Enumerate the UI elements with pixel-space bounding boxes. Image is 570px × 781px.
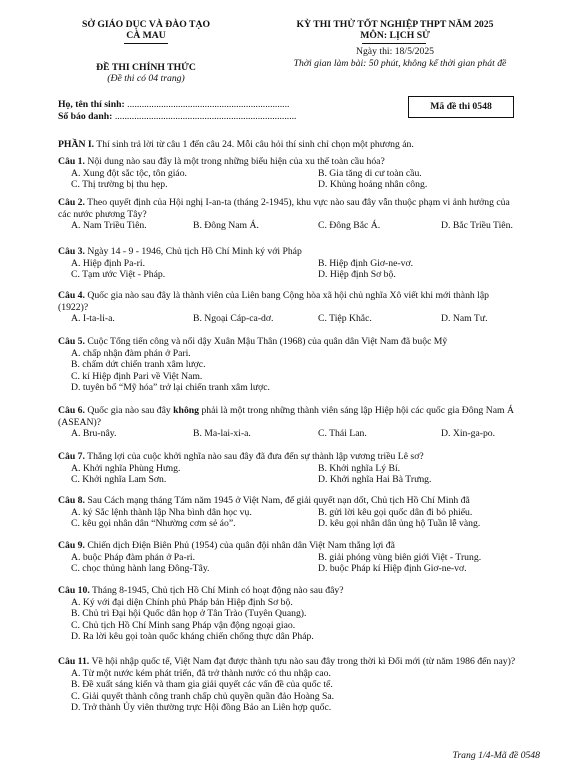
question-stem-emphasis: không <box>173 405 200 416</box>
option-b: B. Gia tăng di cư toàn cầu. <box>318 167 422 179</box>
option-d: D. Nam Tư. <box>441 313 488 325</box>
question-number: Câu 3. <box>58 246 85 257</box>
option-b: B. gửi lời kêu gọi quốc dân đi bỏ phiếu. <box>318 506 473 518</box>
question-number: Câu 8. <box>58 495 85 506</box>
option-a: A. Nam Triều Tiên. <box>71 220 147 232</box>
subject-name: MÔN: LỊCH SỬ <box>360 30 430 41</box>
option-b: B. Khởi nghĩa Lý Bí. <box>318 462 401 474</box>
candidate-name-label: Họ, tên thí sinh: <box>58 99 128 110</box>
option-a: A. I-ta-li-a. <box>71 313 115 325</box>
option-b: B. Ngoại Cáp-ca-dơ. <box>193 313 274 325</box>
candidate-id-line <box>58 111 398 123</box>
option-a: A. Hiệp định Pa-ri. <box>71 257 145 269</box>
option-c: C. Tạm ước Việt - Pháp. <box>71 269 166 281</box>
option-a: A. ký Sắc lệnh thành lập Nha bình dân học vụ. <box>71 506 252 518</box>
exam-duration: Thời gian làm bài: 50 phút, không kể thời gian phát đề <box>293 58 507 69</box>
candidate-name-line <box>58 99 398 111</box>
question-number: Câu 1. <box>58 156 85 167</box>
option-c: C. kêu gọi nhân dân “Nhường cơm sẻ áo”. <box>71 518 236 530</box>
option-a: A. chấp nhận đàm phán ở Pari. <box>71 347 191 359</box>
question-stem: Chiến dịch Điện Biên Phủ (1954) của quân đội nhân dân Việt Nam thắng lợi đã <box>84 540 395 551</box>
question-stem: Tháng 8-1945, Chủ tịch Hồ Chí Minh có hoạt động nào sau đây? <box>89 585 344 596</box>
question-stem: Ngày 14 - 9 - 1946, Chủ tịch Hồ Chí Minh ký với Pháp <box>84 246 302 257</box>
option-b: B. Đề xuất sáng kiến và tham gia giải quyết các vấn đề của quốc tế. <box>71 679 333 691</box>
question-11 <box>58 656 520 714</box>
question-stem: Nội dung nào sau đây là một trong những biểu hiện của xu thế toàn cầu hóa? <box>84 156 385 167</box>
question-4 <box>58 290 520 325</box>
option-c: C. Chủ tịch Hồ Chí Minh sang Pháp vận động ngoại giao. <box>71 619 296 631</box>
option-d: D. Hiệp định Sơ bộ. <box>318 269 396 281</box>
candidate-name-dots: ................................................................... <box>127 99 290 110</box>
question-3 <box>58 246 520 281</box>
question-stem: Sau Cách mạng tháng Tám năm 1945 ở Việt Nam, để giải quyết nạn dốt, Chủ tịch Hồ Chí Minh đã <box>84 495 470 506</box>
question-number: Câu 11. <box>58 656 90 667</box>
question-number: Câu 5. <box>58 336 85 347</box>
option-c: C. Đông Bắc Á. <box>318 220 381 232</box>
question-number: Câu 7. <box>58 451 85 462</box>
option-c: C. Thái Lan. <box>318 428 367 440</box>
official-exam-label: ĐỀ THI CHÍNH THỨC <box>96 62 196 73</box>
question-6 <box>58 405 520 440</box>
option-d: D. kêu gọi nhân dân ủng hộ Tuần lễ vàng. <box>318 518 481 530</box>
question-stem-pre: Quốc gia nào sau đây <box>84 405 174 416</box>
option-c: C. Khởi nghĩa Lam Sơn. <box>71 474 167 486</box>
option-b: B. Đông Nam Á. <box>193 220 259 232</box>
exam-date: Ngày thi: 18/5/2025 <box>355 46 435 57</box>
exam-title: KỲ THI THỬ TỐT NGHIỆP THPT NĂM 2025 <box>296 19 494 30</box>
option-a: A. Khởi nghĩa Phùng Hưng. <box>71 462 181 474</box>
option-d: D. buộc Pháp kí Hiệp định Giơ-ne-vơ. <box>318 563 467 575</box>
option-c: C. Tiệp Khắc. <box>318 313 372 325</box>
question-7 <box>58 451 520 486</box>
question-10 <box>58 585 520 643</box>
question-stem: Thắng lợi của cuộc khởi nghĩa nào sau đây đã đưa đến sự thành lập vương triều Lê sơ? <box>84 451 424 462</box>
question-stem: Về hội nhập quốc tế, Việt Nam đạt được thành tựu nào sau đây trong thời kì Đổi mới (từ năm 1986 đến nay)? <box>89 656 516 667</box>
candidate-id-label: Số báo danh: <box>58 111 115 122</box>
option-d: D. Khủng hoảng nhân công. <box>318 179 428 191</box>
option-b: B. Hiệp định Giơ-ne-vơ. <box>318 257 413 269</box>
header-underline-left <box>124 43 168 44</box>
option-b: B. Chủ trì Đại hội Quốc dân họp ở Tân Trào (Tuyên Quang). <box>71 608 307 620</box>
option-a: A. Từ một nước kém phát triển, đã trở thành nước có thu nhập cao. <box>71 667 331 679</box>
exam-code-box: Mã đề thi 0548 <box>408 96 514 118</box>
question-number: Câu 9. <box>58 540 85 551</box>
question-8 <box>58 495 520 530</box>
option-d: D. tuyên bố “Mỹ hóa” trở lại chiến tranh xâm lược. <box>71 382 270 394</box>
option-b: B. chấm dứt chiến tranh xâm lược. <box>71 359 206 371</box>
question-stem: Theo quyết định của Hội nghị I-an-ta (tháng 2-1945), khu vực nào sau đây vẫn thuộc phạm vi ảnh hưởng của các nước phương Tây? <box>58 197 510 220</box>
option-d: D. Xin-ga-po. <box>441 428 496 440</box>
question-5 <box>58 336 520 394</box>
question-stem: Quốc gia nào sau đây là thành viên của Liên bang Cộng hòa xã hội chủ nghĩa Xô viết khi mới thành lập (1922)? <box>58 290 490 313</box>
question-number: Câu 10. <box>58 585 90 596</box>
option-a: A. Bru-nây. <box>71 428 117 440</box>
option-a: A. Xung đột sắc tộc, tôn giáo. <box>71 167 187 179</box>
option-a: A. Ký với đại diện Chính phủ Pháp bản Hiệp định Sơ bộ. <box>71 596 293 608</box>
question-stem-post: phải là một trong những thành viên sáng lập Hiệp hội các quốc gia Đông Nam Á (ASEAN)? <box>58 405 514 428</box>
option-d: D. Trở thành Ủy viên thường trực Hội đồng Bảo an Liên hợp quốc. <box>71 702 332 714</box>
part1-instruction <box>58 139 528 151</box>
question-stem: Cuộc Tổng tiến công và nổi dậy Xuân Mậu Thân (1968) của quân dân Việt Nam đã buộc Mỹ <box>84 336 448 347</box>
option-d: D. Bắc Triều Tiên. <box>441 220 513 232</box>
candidate-id-dots: ........................................................................... <box>114 111 297 122</box>
question-1 <box>58 156 520 191</box>
option-b: B. giải phóng vùng biên giới Việt - Trung. <box>318 551 482 563</box>
page-count-note: (Đề thi có 04 trang) <box>107 73 185 84</box>
option-c: C. Thị trường bị thu hẹp. <box>71 179 168 191</box>
option-c: C. kí Hiệp định Pari về Việt Nam. <box>71 370 203 382</box>
question-number: Câu 6. <box>58 405 85 416</box>
department-name: SỞ GIÁO DỤC VÀ ĐÀO TẠO <box>81 19 211 30</box>
page-footer: Trang 1/4-Mã đề 0548 <box>452 750 540 761</box>
part1-text: Thí sinh trả lời từ câu 1 đến câu 24. Mỗi câu hỏi thí sinh chỉ chọn một phương án. <box>94 139 414 150</box>
question-number: Câu 2. <box>58 197 85 208</box>
part1-label: PHẦN I. <box>58 139 95 150</box>
question-9 <box>58 540 520 575</box>
option-c: C. chọc thủng hành lang Đông-Tây. <box>71 563 210 575</box>
option-d: D. Ra lời kêu gọi toàn quốc kháng chiến chống thực dân Pháp. <box>71 631 314 643</box>
option-c: C. Giải quyết thành công tranh chấp chủ quyền quần đảo Hoàng Sa. <box>71 690 335 702</box>
question-2 <box>58 197 520 232</box>
header-underline-right <box>362 43 426 44</box>
province-name: CÀ MAU <box>126 30 166 41</box>
option-a: A. buộc Pháp đàm phán ở Pa-ri. <box>71 551 196 563</box>
question-number: Câu 4. <box>58 290 85 301</box>
option-b: B. Ma-lai-xi-a. <box>193 428 251 440</box>
option-d: D. Khởi nghĩa Hai Bà Trưng. <box>318 474 432 486</box>
